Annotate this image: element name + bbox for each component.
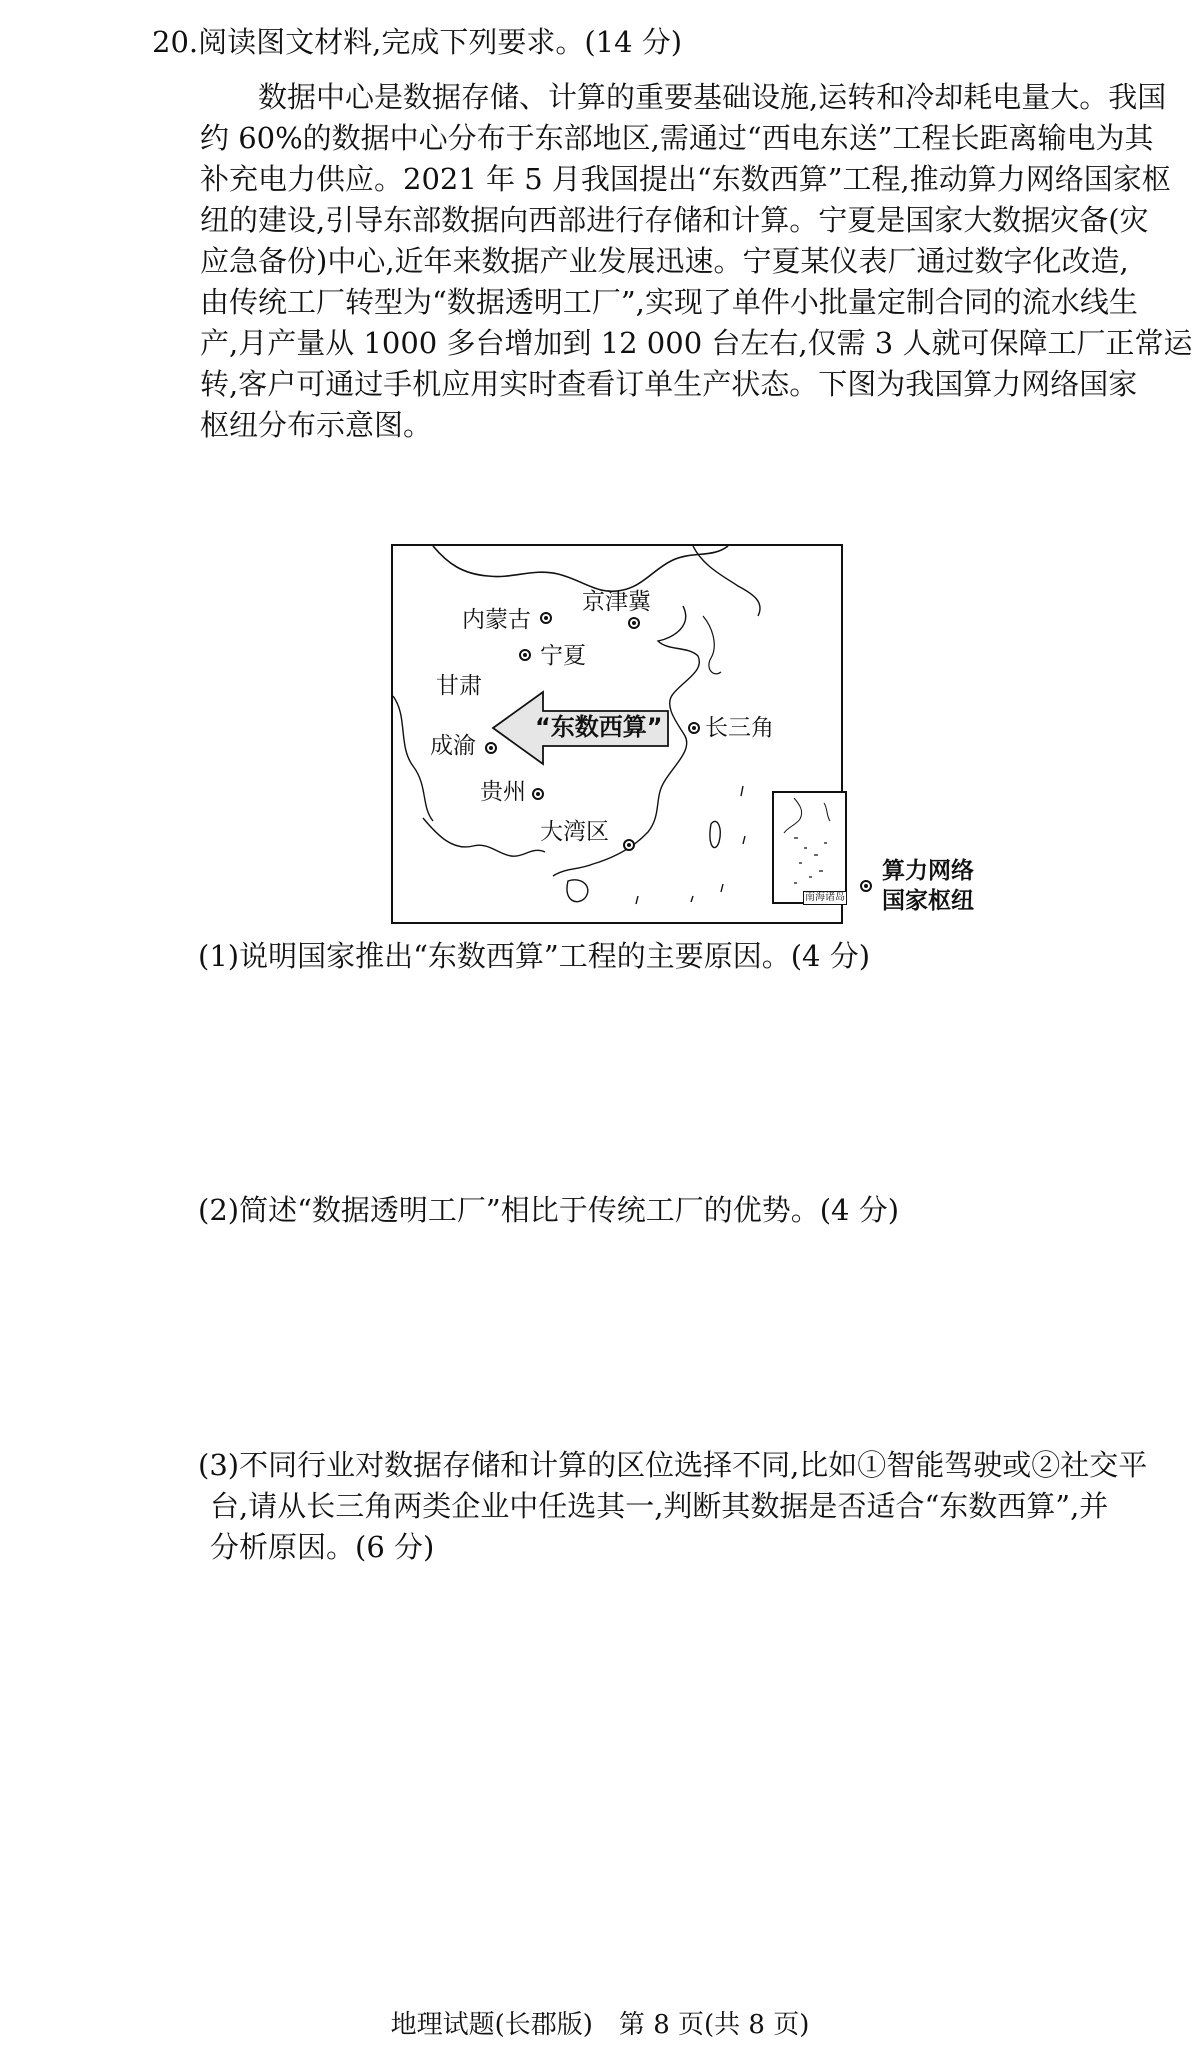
arrow-label: “东数西算” — [535, 713, 663, 741]
sub-question-3-line-1: (3)不同行业对数据存储和计算的区位选择不同,比如①智能驾驶或②社交平 — [198, 1448, 1148, 1482]
paragraph-line: 应急备份)中心,近年来数据产业发展迅速。宁夏某仪表厂通过数字化改造, — [200, 244, 1129, 278]
west-border-line — [393, 696, 433, 821]
legend-line-1: 算力网络 — [882, 858, 974, 884]
hub-label-jingjinji: 京津冀 — [582, 589, 651, 615]
hub-marker-guizhou — [532, 788, 544, 800]
legend-hub-marker — [860, 880, 872, 892]
hub-label-dawanqu: 大湾区 — [540, 819, 609, 845]
peninsula-outline — [703, 616, 721, 674]
hub-label-guizhou: 贵州 — [480, 779, 526, 805]
paragraph-line: 约 60%的数据中心分布于东部地区,需通过“西电东送”工程长距离输电为其 — [200, 121, 1154, 155]
hub-label-chengyu: 成渝 — [430, 733, 476, 759]
paragraph-line: 枢纽分布示意图。 — [200, 408, 433, 442]
paragraph-line: 产,月产量从 1000 多台增加到 12 000 台左右,仅需 3 人就可保障工厂正常运 — [200, 326, 1193, 360]
hub-marker-neimenggu — [540, 612, 552, 624]
hub-marker-changsanjiao — [688, 722, 700, 734]
inset-outline — [774, 793, 845, 902]
hainan-outline — [567, 880, 588, 902]
sub-question-3-line-2: 台,请从长三角两类企业中任选其一,判断其数据是否适合“东数西算”,并 — [210, 1489, 1109, 1523]
northeast-border-line — [693, 546, 760, 616]
hub-marker-ningxia — [519, 649, 531, 661]
paragraph-line: 数据中心是数据存储、计算的重要基础设施,运转和冷却耗电量大。我国 — [258, 80, 1167, 114]
paragraph-line: 补充电力供应。2021 年 5 月我国提出“东数西算”工程,推动算力网络国家枢 — [200, 162, 1171, 196]
legend-line-2: 国家枢纽 — [882, 888, 974, 914]
hub-label-changsanjiao: 长三角 — [705, 715, 774, 741]
hub-marker-chengyu — [485, 742, 497, 754]
hub-label-gansu: 甘肃 — [436, 673, 482, 699]
hub-label-neimenggu: 内蒙古 — [462, 607, 531, 633]
south-china-sea-inset — [772, 791, 847, 904]
hub-marker-dawanqu — [623, 839, 635, 851]
inset-caption: 南海诸岛 — [805, 892, 845, 903]
southwest-border-line — [423, 818, 545, 856]
question-title: 20.阅读图文材料,完成下列要求。(14 分) — [152, 25, 683, 59]
paragraph-line: 由传统工厂转型为“数据透明工厂”,实现了单件小批量定制合同的流水线生 — [200, 285, 1138, 319]
paragraph-line: 转,客户可通过手机应用实时查看订单生产状态。下图为我国算力网络国家 — [200, 367, 1138, 401]
sea-marker — [636, 786, 745, 904]
hub-marker-jingjinji — [628, 617, 640, 629]
sub-question-2: (2)简述“数据透明工厂”相比于传统工厂的优势。(4 分) — [198, 1193, 900, 1227]
hub-label-ningxia: 宁夏 — [540, 643, 586, 669]
sub-question-1: (1)说明国家推出“东数西算”工程的主要原因。(4 分) — [198, 939, 871, 973]
taiwan-outline — [710, 821, 720, 847]
legend-text — [882, 856, 974, 916]
page-footer: 地理试题(长郡版) 第 8 页(共 8 页) — [390, 2010, 810, 2040]
sub-question-3-line-3: 分析原因。(6 分) — [210, 1530, 435, 1564]
paragraph-line: 纽的建设,引导东部数据向西部进行存储和计算。宁夏是国家大数据灾备(灾 — [200, 203, 1149, 237]
north-border-line — [433, 546, 728, 591]
